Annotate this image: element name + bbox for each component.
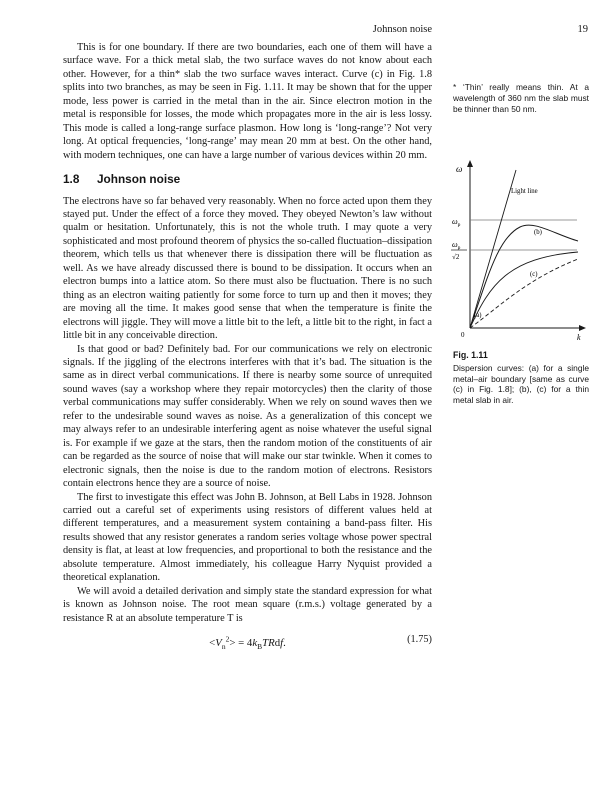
curve-c	[470, 259, 578, 328]
equation-open-bracket: <	[209, 636, 216, 649]
curve-a-label: (a)	[474, 312, 482, 319]
svg-text:ωp: $\omega_p$	[452, 240, 461, 251]
equation-subscript-n: n	[221, 641, 226, 651]
omega-axis-label: ω	[456, 164, 463, 174]
figure-caption-text: Dispersion curves: (a) for a single metal–air boundary [same as curve (c) in Fig. 1.8]; (b), (c) for a thin metal slab in air.	[453, 363, 589, 405]
paragraph-3: Is that good or bad? Definitely bad. For our communications we rely on electronic signals. If the jiggling of the electrons interferes with that it’s bad. The situation is the same as in direct verbal communications. If there is nearby some source of unrequited sound waves (say a workshop where they repair motorcycles) then the clarity of those verbal communications may suffer considerably. When we rely on sound waves then we refer to the undesirable sound waves as noise. As a generalization of this concept we may always refer to an undesirable interfering agent as noise whatever the useful signal is. For example if we gaze at the stars, then the random motion of the constituents of air can be regarded as the source of noise that will make our star twinkle. When it comes to electronic signals, then the noise is due to the random motion of electrons. Resistors contain electrons hence they are a source of noise.	[63, 343, 432, 490]
omega-p-label: $\omega_p$	[452, 217, 461, 228]
figure-caption-title: Fig. 1.11	[453, 350, 488, 360]
curve-b	[470, 225, 578, 328]
curve-c-label: (c)	[530, 271, 538, 278]
equation-temperature-T: T	[262, 636, 269, 649]
section-number: 1.8	[63, 172, 80, 187]
equation-superscript-2: 2	[225, 634, 230, 644]
section-heading	[63, 173, 432, 186]
curve-a	[470, 252, 578, 328]
equation-frequency-f: f	[280, 636, 284, 649]
equation-d: d	[274, 636, 281, 649]
omega-sp-fraction-label	[451, 240, 467, 261]
section-title: Johnson noise	[97, 172, 181, 187]
origin-label: 0	[461, 331, 465, 339]
figure-1-11	[450, 156, 590, 348]
equation-period: .	[283, 636, 286, 649]
equation-voltage-symbol: V	[215, 636, 222, 649]
dispersion-plot	[450, 156, 590, 348]
paragraph-4: The first to investigate this effect was John B. Johnson, at Bell Labs in 1928. Johnson carried out a careful set of experiments using resistors of different values held at different temperatures, and a measurement system containing a band-pass filter. His results showed that any resistor generates a random series voltage whose power spectral density is flat, at least at low frequencies, and proportional to both the resistance and the absolute temperature. Almost immediately, his colleague Harry Nyquist provided a theoretical explanation.	[63, 491, 432, 584]
equation-boltzmann-k: k	[252, 636, 258, 649]
light-line-label: Light line	[511, 188, 538, 195]
equation-resistance-R: R	[268, 636, 275, 649]
page-number: 19	[577, 24, 588, 35]
main-text-column	[63, 41, 432, 653]
equation-subscript-B: B	[257, 641, 263, 651]
omega-axis-arrow-icon	[467, 160, 473, 167]
equation-body	[209, 634, 286, 651]
equation-equals-4: > = 4	[229, 636, 253, 649]
svg-text:√2: √2	[452, 253, 460, 261]
k-axis-label: k	[577, 333, 581, 342]
running-header: Johnson noise	[372, 24, 432, 35]
k-axis-arrow-icon	[579, 325, 586, 331]
curve-b-label: (b)	[534, 229, 542, 236]
paragraph-2: The electrons have so far behaved very reasonably. When no force acted upon them they stayed put. Under the effect of a force they moved. They obeyed Newton’s law without qualm or hesitation. Unfortunately, this is not the whole truth. I may quote a very sophisticated and most profound theorem of physics the so-called fluctuation–dissipation theorem, which tells us that whenever there is dissipation there will be fluctuation as well. As we have already discussed there is bound to be dissipation. It occurs when an electron bumps into a lattice atom. So there must also be fluctuation. There is no such thing as an electron waiting patiently for some force to turn up and then it moves; they are moving all the time. It makes good sense that when the temperature is finite the electrons will jiggle. They will move a little bit to the left, a little bit to the right, in fact a little bit in any conceivable direction.	[63, 195, 432, 342]
equation-number: (1.75)	[407, 634, 432, 646]
margin-note: * ‘Thin’ really means thin. At a wavelength of 360 nm the slab must be thinner than 50 nm.	[453, 82, 589, 114]
paragraph-5: We will avoid a detailed derivation and simply state the standard expression for what is known as Johnson noise. The root mean square (r.m.s.) voltage generated by a resistance R at an absolute temperature T is	[63, 585, 432, 624]
light-line	[470, 170, 516, 328]
johnson-noise-equation	[63, 632, 432, 653]
paragraph-1: This is for one boundary. If there are two boundaries, each one of them will have a surface wave. For a thick metal slab, the two surface waves do not know about each other. However, for a thin* slab the two surface waves interact. Curve (c) in Fig. 1.8 splits into two branches, as may be seen in Fig. 1.11. It may be shown that for the upper mode, less power is carried in the metal than in the air. Since electron motion in the metal is responsible for losses, the mode which propagates more in the air is less lossy. This mode is called a long-range surface plasmon. How long is ‘long-range’? Not very long. At optical frequencies, ‘long-range’ may mean 20 mm at best. On the other hand, with modern techniques, one can have a large number of various devices within 20 mm.	[63, 42, 432, 161]
